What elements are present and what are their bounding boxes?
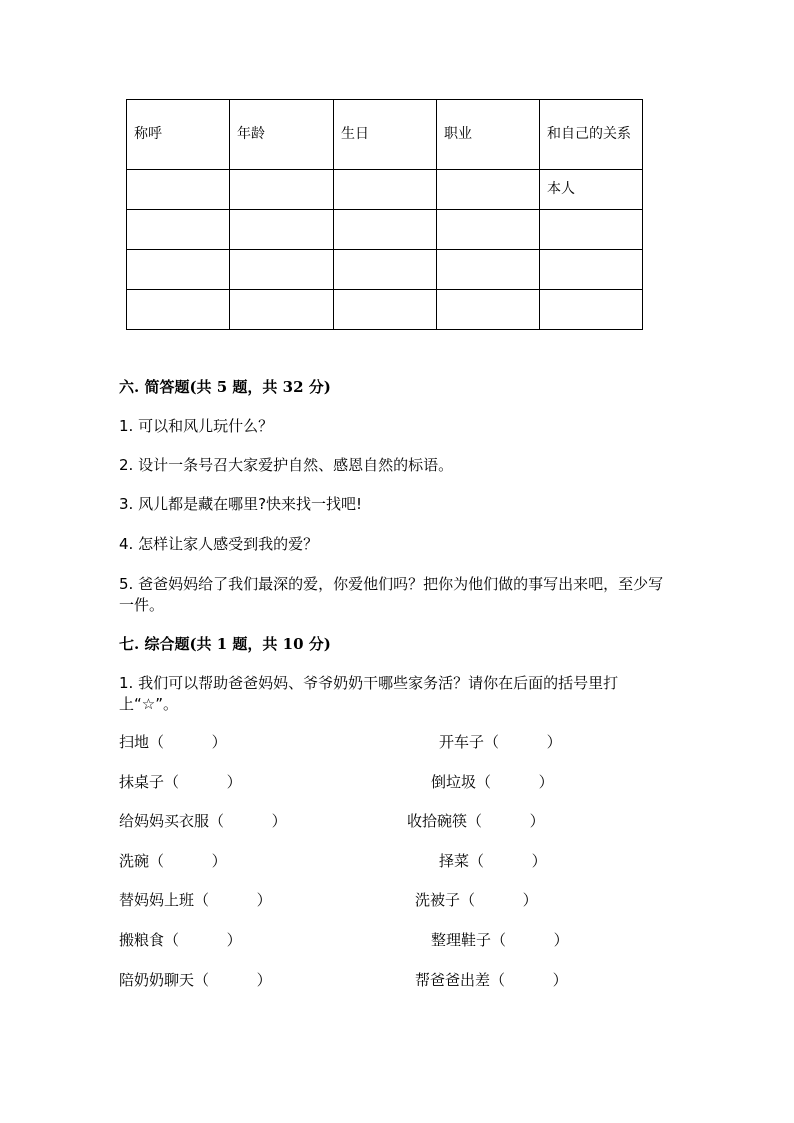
header-cell-title: 称呼: [127, 100, 230, 170]
chore-left-5: 替妈妈上班（ ）: [119, 891, 272, 909]
chore-right-2: 倒垃圾（ ）: [431, 773, 554, 791]
table-cell: [437, 290, 540, 330]
table-cell: [230, 250, 334, 290]
chore-right-4: 择菜（ ）: [439, 852, 547, 870]
header-cell-age: 年龄: [230, 100, 334, 170]
table-cell: [334, 170, 437, 210]
table-cell: [230, 290, 334, 330]
chore-left-3: 给妈妈买衣服（ ）: [119, 812, 287, 830]
chore-left-6: 搬粮食（ ）: [119, 931, 242, 949]
table-row: [127, 170, 643, 210]
chore-left-1: 扫地（ ）: [119, 733, 227, 751]
table-cell: [127, 290, 230, 330]
chore-left-4: 洗碗（ ）: [119, 852, 227, 870]
table-cell: [230, 170, 334, 210]
table-cell: [334, 250, 437, 290]
chore-right-7: 帮爸爸出差（ ）: [415, 971, 568, 989]
table-cell: [127, 170, 230, 210]
table-cell: 本人: [540, 170, 643, 210]
question-1: 1. 可以和风儿玩什么？: [119, 417, 274, 435]
question-5: 5. 爸爸妈妈给了我们最深的爱，你爱他们吗？把你为他们做的事写出来吧，至少写一件。: [119, 575, 664, 614]
table-cell: [127, 250, 230, 290]
chore-left-2: 抹桌子（ ）: [119, 773, 242, 791]
header-cell-birthday: 生日: [334, 100, 437, 170]
table-row: [127, 250, 643, 290]
section-six-title: 六. 简答题(共 5 题，共 32 分): [119, 378, 331, 396]
table-row: [127, 210, 643, 250]
table-cell: [540, 250, 643, 290]
table-cell: [437, 250, 540, 290]
chore-right-6: 整理鞋子（ ）: [431, 931, 569, 949]
chore-left-7: 陪奶奶聊天（ ）: [119, 971, 272, 989]
table-row: [127, 290, 643, 330]
section-seven-title: 七. 综合题(共 1 题，共 10 分): [119, 635, 331, 653]
table-cell: [230, 210, 334, 250]
question-2: 2. 设计一条号召大家爱护自然、感恩自然的标语。: [119, 456, 454, 474]
table-cell: [127, 210, 230, 250]
table-cell: [540, 290, 643, 330]
header-cell-relation: 和自己的关系: [540, 100, 643, 170]
table-cell: [437, 210, 540, 250]
chore-right-5: 洗被子（ ）: [415, 891, 538, 909]
chore-right-1: 开车子（ ）: [439, 733, 562, 751]
family-info-table: [126, 99, 643, 330]
question-4: 4. 怎样让家人感受到我的爱？: [119, 535, 319, 553]
question-3: 3. 风儿都是藏在哪里?快来找一找吧!: [119, 495, 363, 513]
chore-right-3: 收拾碗筷（ ）: [407, 812, 545, 830]
table-header-row: [127, 100, 643, 170]
table-cell: [334, 210, 437, 250]
table-cell: [540, 210, 643, 250]
table-cell: [437, 170, 540, 210]
table-cell: [334, 290, 437, 330]
question-7-1: 1. 我们可以帮助爸爸妈妈、爷爷奶奶干哪些家务活？请你在后面的括号里打上“☆”。: [119, 674, 619, 713]
header-cell-occupation: 职业: [437, 100, 540, 170]
